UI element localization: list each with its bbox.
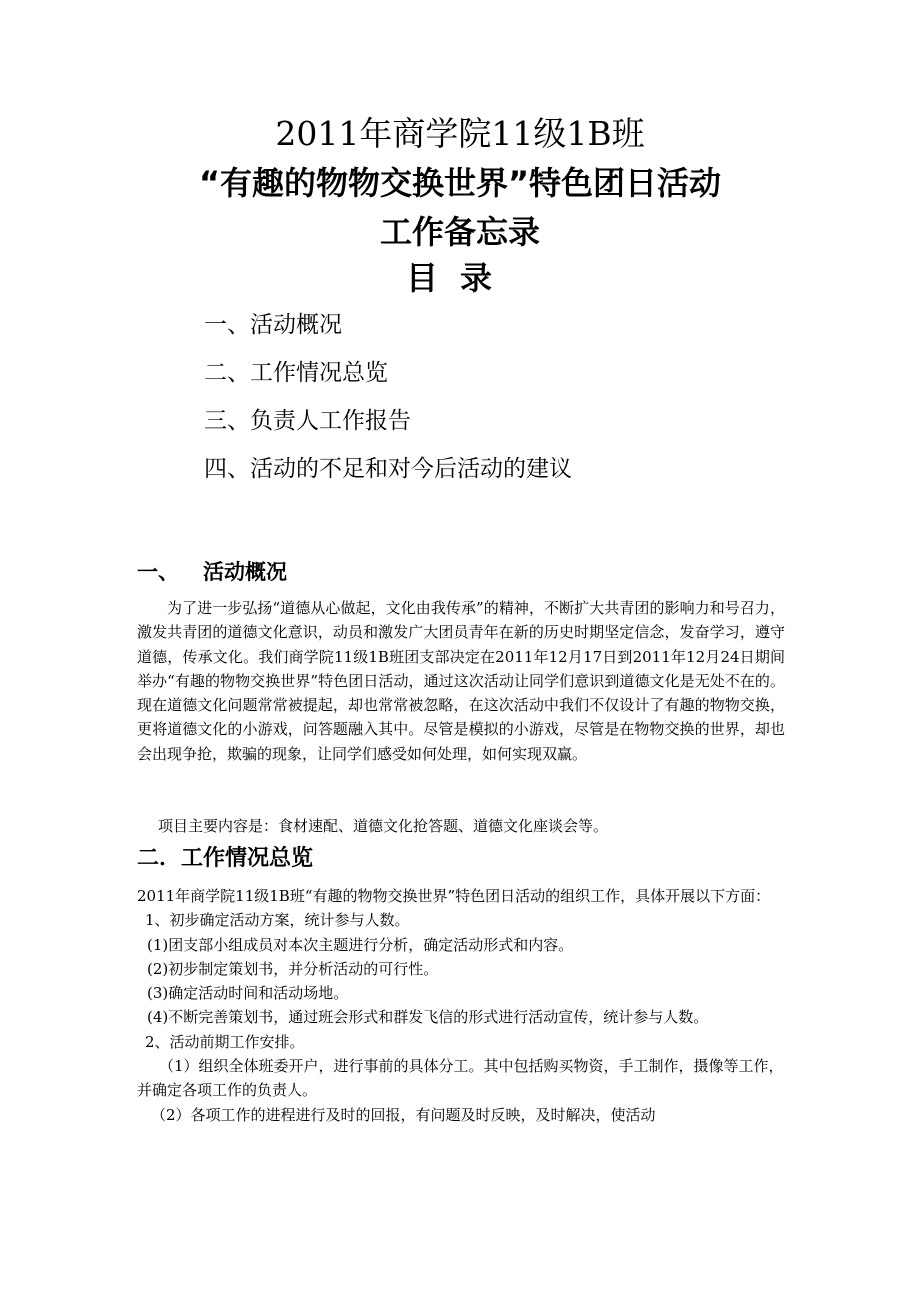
section1-title: 活动概况: [203, 560, 287, 584]
list-item: (4)不断完善策划书，通过班会形式和群发飞信的形式进行活动宣传，统计参与人数。: [147, 1008, 709, 1027]
document-title-line3: 工作备忘录: [379, 213, 540, 251]
list-item: (2)初步制定策划书，并分析活动的可行性。: [147, 959, 439, 978]
toc-item: 三、负责人工作报告: [204, 408, 411, 434]
list-item: （1）组织全体班委开户，进行事前的具体分工。其中包括购买物资，手工制作，摄像等工作，并确定各项工作的负责人。: [137, 1057, 784, 1100]
list-item: 2、活动前期工作安排。: [145, 1032, 305, 1051]
section1-contents: 项目主要内容是：食材速配、道德文化抢答题、道德文化座谈会等。: [158, 817, 609, 835]
list-item: (1)团支部小组成员对本次主题进行分析，确定活动形式和内容。: [147, 935, 574, 954]
toc-item: 一、活动概况: [204, 312, 342, 338]
section2-heading: 二．工作情况总览: [137, 846, 314, 871]
toc-item: 四、活动的不足和对今后活动的建议: [204, 456, 572, 482]
document-title-line2: “有趣的物物交换世界”特色团日活动: [198, 164, 722, 202]
list-item: （2）各项工作的进程进行及时的回报，有问题及时反映，及时解决，使活动: [151, 1105, 656, 1124]
section1-heading: [137, 558, 287, 586]
section1-number: 一、: [137, 560, 179, 584]
section1-paragraph: 为了进一步弘扬“道德从心做起，文化由我传承”的精神，不断扩大共青团的影响力和号召力，激发共青团的道德文化意识，动员和激发广大团员青年在新的历史时期坚定信念，发奋学习，遵守道德，传承文化。我们商学院11级1B班团支部决定在2011年12月17日到2011年12月24日期间举办“有趣的物物交换世界”特色团日活动，通过这次活动让同学们意识到道德文化是无处不在的。现在道德文化问题常常被提起，却也常常被忽略，在这次活动中我们不仅设计了有趣的物物交换，更将道德文化的小游戏，问答题融入其中。尽管是模拟的小游戏，尽管是在物物交换的世界，却也会出现争抢，欺骗的现象，让同学们感受如何处理，如何实现双赢。: [137, 599, 785, 763]
list-item: (3)确定活动时间和活动场地。: [147, 984, 349, 1003]
list-item: 1、初步确定活动方案，统计参与人数。: [145, 911, 410, 930]
section2-body: [137, 884, 785, 1127]
document-title-line1: 2011年商学院11级1B班: [275, 114, 645, 153]
toc-item: 二、工作情况总览: [204, 360, 388, 386]
toc-heading: 目录: [405, 259, 514, 297]
table-of-contents: [204, 310, 572, 502]
section2-intro: 2011年商学院11级1B班“有趣的物物交换世界”特色团日活动的组织工作，具体开展以下方面：: [137, 887, 771, 905]
